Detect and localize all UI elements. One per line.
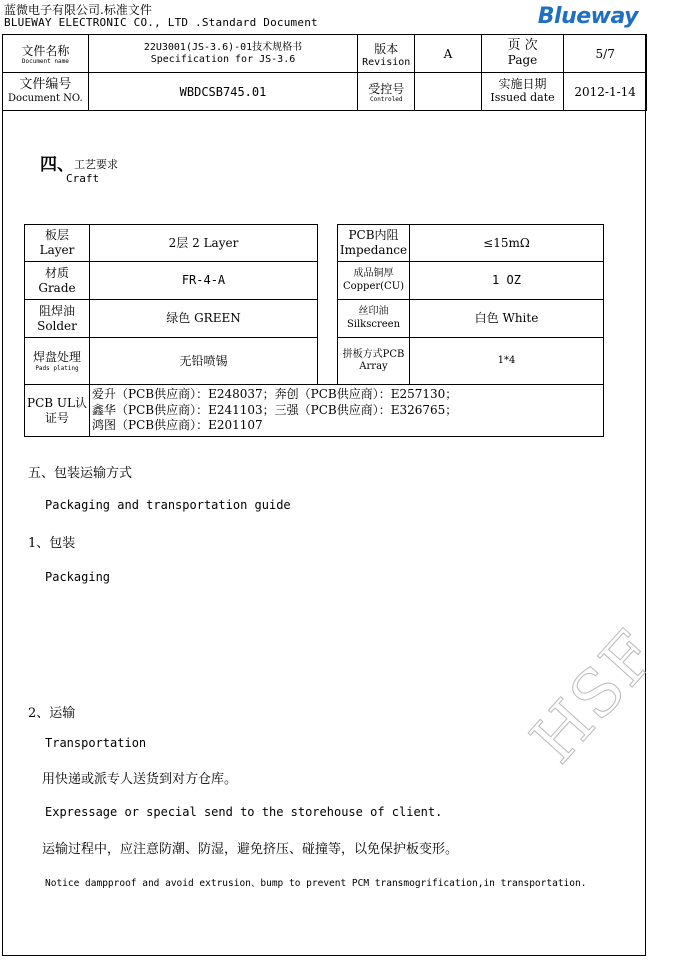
craft-table — [24, 224, 604, 437]
grade-label: 材质 Grade — [25, 262, 90, 300]
grade-value: FR-4-A — [90, 262, 318, 300]
array-label: 拼板方式PCB Array — [338, 338, 410, 385]
doc-name-label: 文件名称 Document name — [3, 35, 89, 73]
doc-no-label: 文件编号 Document NO. — [3, 73, 89, 111]
transport-line2-cn: 运输过程中，应注意防潮、防湿，避免挤压、碰撞等，以免保护板变形。 — [42, 842, 459, 857]
impedance-label: PCB内阻 Impedance — [338, 225, 410, 262]
packaging-sub1-en: Packaging — [45, 570, 111, 584]
table-gap — [318, 225, 338, 385]
transport-line2-en: Notice dampproof and avoid extrusion、bump to prevent PCM transmogrification,in transportation. — [45, 878, 587, 889]
revision-label: 版本 Revision — [358, 35, 415, 73]
layer-value: 2层 2 Layer — [90, 225, 318, 262]
packaging-sub1: 1、包装 — [28, 536, 76, 551]
silkscreen-label: 丝印油 Silkscreen — [338, 300, 410, 338]
document-meta-table — [2, 34, 647, 111]
pads-label: 焊盘处理 Pads plating — [25, 338, 90, 385]
doc-no-value: WBDCSB745.01 — [88, 73, 358, 111]
copper-label: 成品铜厚 Copper(CU) — [338, 262, 410, 300]
revision-value: A — [415, 35, 482, 73]
array-value: 1*4 — [410, 338, 604, 385]
layer-label: 板层 Layer — [25, 225, 90, 262]
company-name-cn: 蓝微电子有限公司.标准文件 — [4, 3, 152, 17]
packaging-heading: 五、包装运输方式 — [28, 466, 133, 481]
controlled-label: 受控号 Controled — [358, 73, 415, 111]
solder-value: 绿色 GREEN — [90, 300, 318, 338]
company-name-en: BLUEWAY ELECTRONIC CO., LTD .Standard Document — [4, 16, 318, 29]
issued-value: 2012-1-14 — [564, 73, 647, 111]
transport-line1-cn: 用快递或派专人送货到对方仓库。 — [42, 772, 238, 787]
hsf-watermark: HSF — [517, 616, 673, 778]
page-label: 页 次 Page — [481, 35, 564, 73]
craft-heading-en: Craft — [66, 172, 100, 185]
packaging-sub2-en: Transportation — [45, 736, 147, 750]
page-value: 5/7 — [564, 35, 647, 73]
blueway-logo: Blueway — [537, 4, 638, 29]
pads-value: 无铅喷锡 — [90, 338, 318, 385]
solder-label: 阻焊油 Solder — [25, 300, 90, 338]
issued-label: 实施日期 Issued date — [481, 73, 564, 111]
craft-heading-cn: 工艺要求 — [74, 158, 118, 171]
transport-line1-en: Expressage or special send to the storehouse of client. — [45, 805, 443, 819]
ul-label: PCB UL认 证号 — [25, 385, 90, 437]
impedance-value: ≤15mΩ — [410, 225, 604, 262]
doc-title-cell: 22U3001(JS-3.6)-01技术规格书 Specification for JS-3.6 — [88, 35, 358, 73]
craft-heading-num: 四、 — [40, 155, 74, 175]
silkscreen-value: 白色 White — [410, 300, 604, 338]
copper-value: 1 OZ — [410, 262, 604, 300]
ul-numbers: 爱升（PCB供应商）：E248037；奔创（PCB供应商）：E257130； 鑫华（PCB供应商）：E241103；三强（PCB供应商）：E326765； 鸿图（PCB供应商）：E201107 — [90, 385, 604, 437]
packaging-sub2: 2、运输 — [28, 706, 76, 721]
packaging-heading-en: Packaging and transportation guide — [45, 498, 291, 512]
controlled-value — [415, 73, 482, 111]
